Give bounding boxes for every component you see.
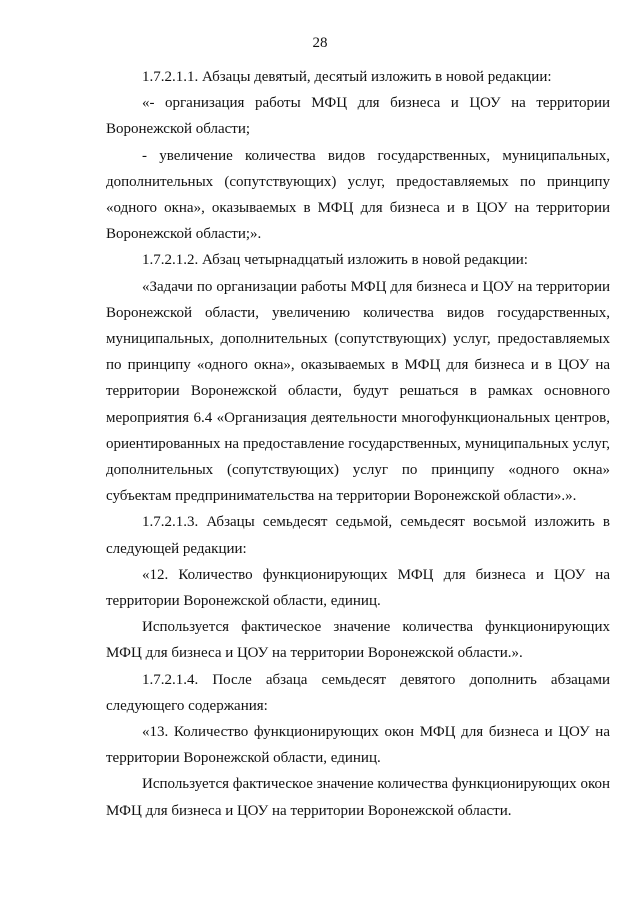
indicator-13-note: Используется фактическое значение количества функционирующих окон МФЦ для бизнеса и ЦОУ на территории Воронежской области. xyxy=(106,776,610,819)
paragraph-1-7-2-1-3: 1.7.2.1.3. Абзацы семьдесят седьмой, семьдесят восьмой изложить в следующей редакции: xyxy=(106,514,610,557)
indicator-13: «13. Количество функционирующих окон МФЦ для бизнеса и ЦОУ на территории Воронежской области, единиц. xyxy=(106,724,610,767)
quoted-item-organization: «- организация работы МФЦ для бизнеса и ЦОУ на территории Воронежской области; xyxy=(106,95,610,138)
paragraph-1-7-2-1-4: 1.7.2.1.4. После абзаца семьдесят девятого дополнить абзацами следующего содержания: xyxy=(106,671,610,714)
paragraph-1-7-2-1-2: 1.7.2.1.2. Абзац четырнадцатый изложить в новой редакции: xyxy=(142,252,528,269)
page-number: 28 xyxy=(312,35,328,51)
quoted-item-increase: - увеличение количества видов государственных, муниципальных, дополнительных (сопутствующих) услуг, предоставляемых по принципу «одного окна», оказываемых в МФЦ для бизнеса и в ЦОУ на территории Воронежской области;». xyxy=(106,147,610,243)
document-body xyxy=(106,64,610,824)
paragraph-1-7-2-1-1: 1.7.2.1.1. Абзацы девятый, десятый изложить в новой редакции: xyxy=(142,69,552,85)
quoted-tasks-paragraph: «Задачи по организации работы МФЦ для бизнеса и ЦОУ на территории Воронежской области, увеличению количества видов государственных, муниципальных, дополнительных (сопутствующих) услуг, предоставляемых по принципу «одного окна», оказываемых в МФЦ для бизнеса и в ЦОУ на территории Воронежской области, будут решаться в рамках основного мероприятия 6.4 «Организация деятельности многофункциональных центров, ориентированных на предоставление государственных, муниципальных услуг, дополнительных (сопутствующих) услуг по принципу «одного окна» субъектам предпринимательства на территории Воронежской области».». xyxy=(106,278,610,505)
indicator-12: «12. Количество функционирующих МФЦ для бизнеса и ЦОУ на территории Воронежской области, единиц. xyxy=(106,566,610,610)
indicator-12-note: Используется фактическое значение количества функционирующих МФЦ для бизнеса и ЦОУ на территории Воронежской области.». xyxy=(106,619,610,662)
